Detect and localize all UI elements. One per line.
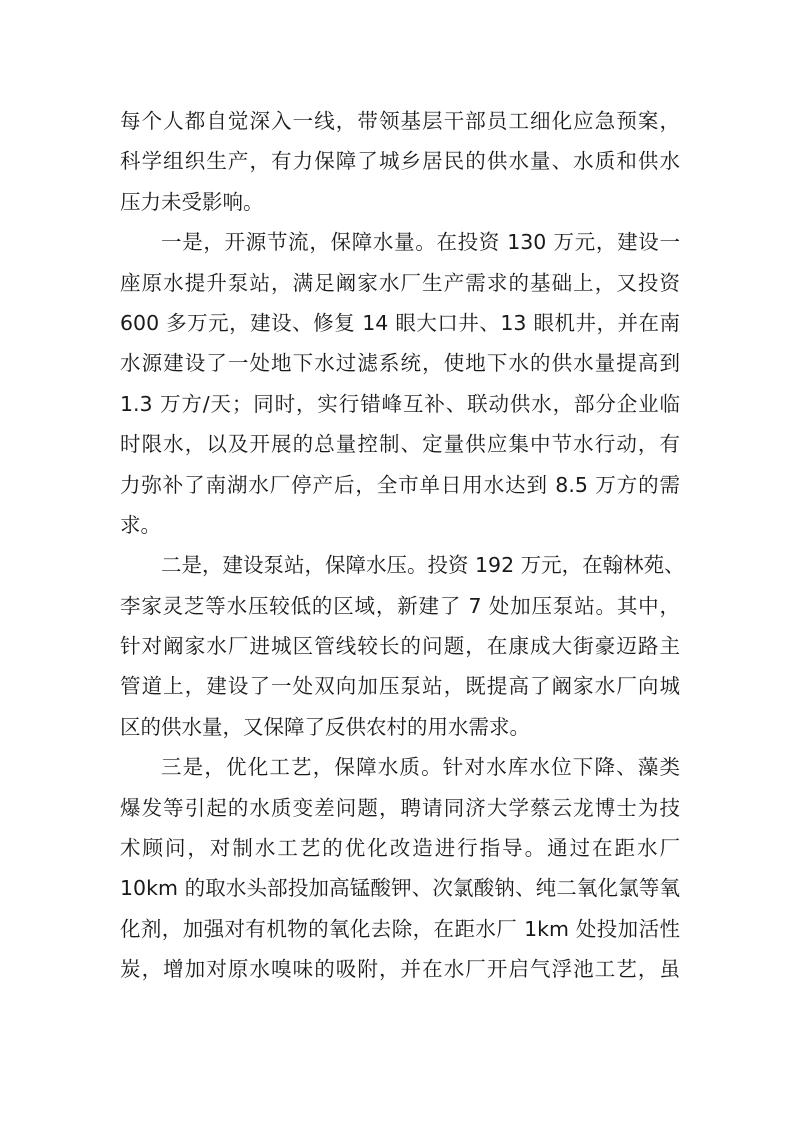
body-text: [120, 101, 685, 990]
text-line: 区的供水量，又保障了反供农村的用水需求。: [120, 714, 530, 739]
paragraph-first-line: 三是，优化工艺，保障水质。针对水库水位下降、藻类: [161, 755, 680, 780]
text-line: 水源建设了一处地下水过滤系统，使地下水的供水量提高到: [120, 351, 680, 376]
text-line: 10km 的取水头部投加高锰酸钾、次氯酸钠、纯二氧化氯等氧: [120, 876, 680, 901]
text-line: 炭，增加对原水嗅味的吸附，并在水厂开启气浮池工艺，虽: [120, 957, 680, 982]
text-line: 每个人都自觉深入一线，带领基层干部员工细化应急预案，: [120, 109, 680, 133]
text-line: 600 多万元，建设、修复 14 眼大口井、13 眼机井，并在南: [120, 310, 680, 335]
text-line: 科学组织生产，有力保障了城乡居民的供水量、水质和供水: [120, 149, 680, 174]
text-line: 力弥补了南湖水厂停产后，全市单日用水达到 8.5 万方的需: [120, 472, 680, 497]
text-line: 求。: [120, 512, 161, 537]
text-line: 爆发等引起的水质变差问题，聘请同济大学蔡云龙博士为技: [120, 795, 680, 820]
text-line: 管道上，建设了一处双向加压泵站，既提高了阚家水厂向城: [120, 674, 680, 699]
text-line: 座原水提升泵站，满足阚家水厂生产需求的基础上，又投资: [120, 270, 680, 295]
paragraph-first-line: 一是，开源节流，保障水量。在投资 130 万元，建设一: [161, 230, 680, 255]
text-line: 术顾问，对制水工艺的优化改造进行指导。通过在距水厂: [120, 836, 680, 861]
text-line: 化剂，加强对有机物的氧化去除，在距水厂 1km 处投加活性: [120, 916, 680, 941]
text-line: 针对阚家水厂进城区管线较长的问题，在康成大街豪迈路主: [120, 634, 680, 659]
text-line: 李家灵芝等水压较低的区域，新建了 7 处加压泵站。其中，: [120, 593, 680, 618]
paragraph-first-line: 二是，建设泵站，保障水压。投资 192 万元，在翰林苑、: [161, 553, 685, 578]
text-line: 压力未受影响。: [120, 189, 264, 214]
text-line: 1.3 万方/天；同时，实行错峰互补、联动供水，部分企业临: [120, 391, 680, 416]
text-line: 时限水，以及开展的总量控制、定量供应集中节水行动，有: [120, 432, 680, 457]
